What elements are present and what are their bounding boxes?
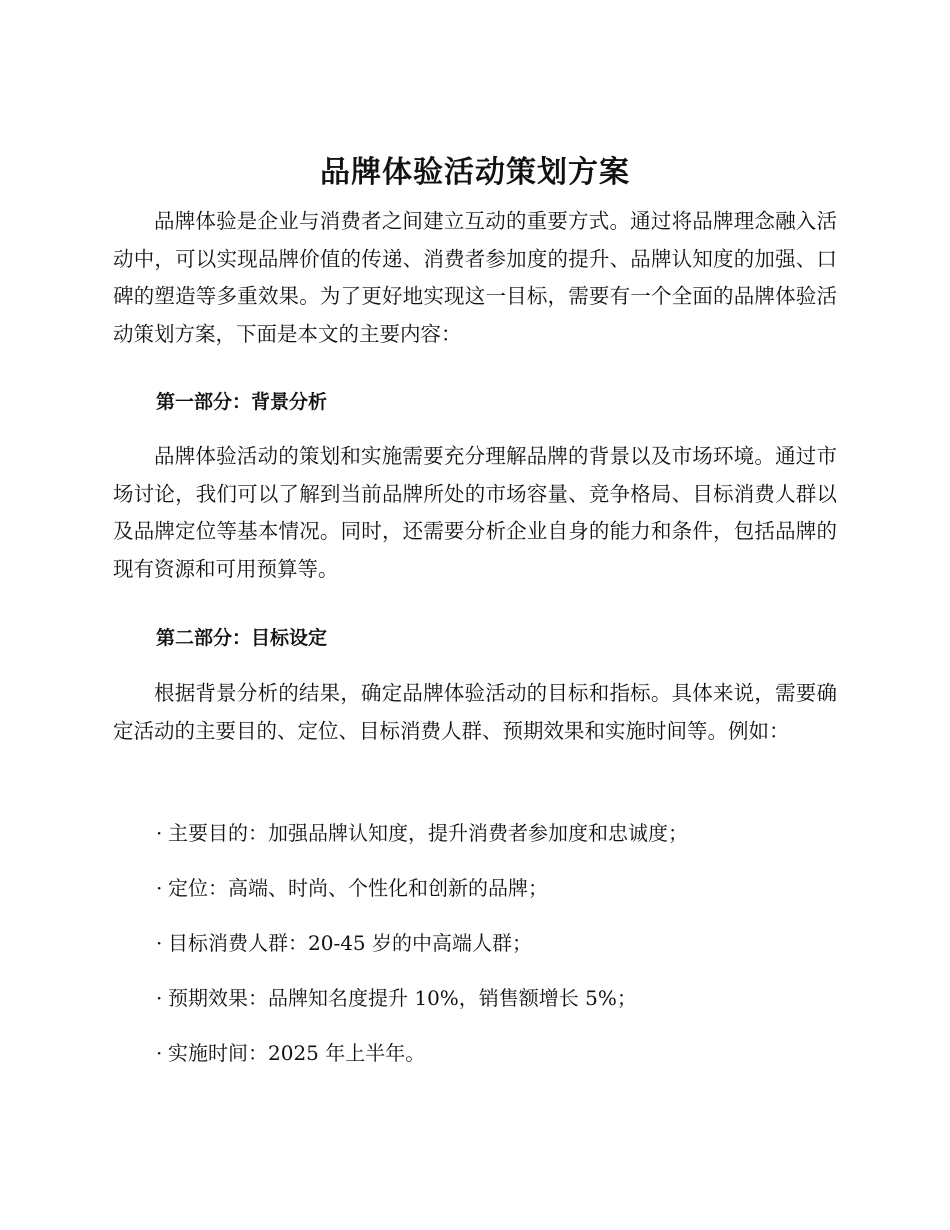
section-heading-goals: 第二部分：目标设定: [156, 627, 328, 649]
bullet-dot: ·: [156, 986, 163, 1010]
bullet-dot: ·: [156, 931, 163, 955]
bullet-text: 预期效果：品牌知名度提升 10%，销售额增长 5%；: [168, 986, 637, 1010]
bullet-item-expected-effect: [156, 983, 637, 1013]
bullet-dot: ·: [156, 821, 163, 845]
bullet-text: 定位：高端、时尚、个性化和创新的品牌；: [168, 876, 548, 900]
bullet-text: 实施时间：2025 年上半年。: [168, 1041, 426, 1065]
section-paragraph-background: 品牌体验活动的策划和实施需要充分理解品牌的背景以及市场环境。通过市场讨论，我们可以了解到当前品牌所处的市场容量、竞争格局、目标消费人群以及品牌定位等基本情况。同时，还需要分析企业自身的能力和条件，包括品牌的现有资源和可用预算等。: [113, 444, 837, 581]
bullet-text: 主要目的：加强品牌认知度，提升消费者参加度和忠诚度；: [168, 821, 688, 845]
bullet-item-target-audience: [156, 928, 532, 958]
bullet-text: 目标消费人群：20-45 岁的中高端人群；: [168, 931, 533, 955]
bullet-dot: ·: [156, 1041, 163, 1065]
bullet-item-positioning: [156, 873, 548, 903]
bullet-dot: ·: [156, 876, 163, 900]
bullet-item-main-purpose: [156, 818, 688, 848]
section-paragraph-goals: 根据背景分析的结果，确定品牌体验活动的目标和指标。具体来说，需要确定活动的主要目的、定位、目标消费人群、预期效果和实施时间等。例如：: [113, 681, 837, 743]
section-heading-background: 第一部分：背景分析: [156, 391, 328, 413]
bullet-item-timeline: [156, 1038, 425, 1068]
intro-paragraph: 品牌体验是企业与消费者之间建立互动的重要方式。通过将品牌理念融入活动中，可以实现品牌价值的传递、消费者参加度的提升、品牌认知度的加强、口碑的塑造等多重效果。为了更好地实现这一目标，需要有一个全面的品牌体验活动策划方案，下面是本文的主要内容：: [113, 209, 837, 346]
document-title: 品牌体验活动策划方案: [320, 155, 630, 190]
